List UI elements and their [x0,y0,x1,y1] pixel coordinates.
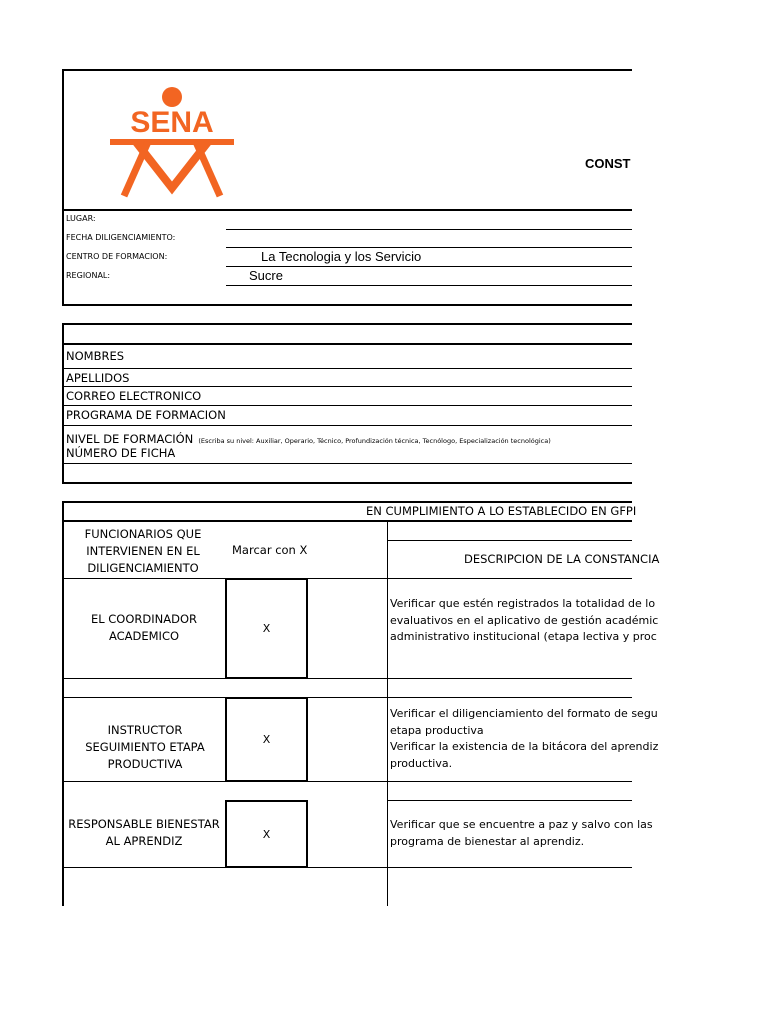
desc-instructor-line-4: productiva. [390,756,453,770]
role-coordinador: EL COORDINADOR ACADEMICO [90,612,198,643]
header-top-border [62,69,632,71]
aprendiz-bottom-border [62,482,632,484]
sena-logo [106,84,238,202]
nivel-label: NIVEL DE FORMACIÓN [66,432,194,446]
desc-header-top-line [388,540,632,541]
mark-coordinador: X [262,622,271,635]
apellidos-label: APELLIDOS [66,371,130,385]
correo-line [62,405,632,406]
fecha-field-line [226,247,632,248]
correo-label: CORREO ELECTRONICO [66,389,202,403]
nombres-line [62,368,632,369]
col-funcionarios-header: FUNCIONARIOS QUE INTERVIENEN EN EL DILIGENCIAMIENTO [84,527,202,575]
desc-instructor-line-3: Verificar la existencia de la bitácora del aprendiz [390,740,659,753]
svg-text:SENA: SENA [130,106,214,139]
table-top-border [62,501,632,503]
col-marcar-header: Marcar con X [232,543,308,557]
ficha-label: NÚMERO DE FICHA [66,446,176,460]
regional-field-line [226,285,632,286]
aprendiz-header-divider [62,343,632,345]
desc-coordinador-line-2: evaluativos en el aplicativo de gestión académic [390,613,659,627]
row1-bottom-line [62,678,632,679]
mark-box-coordinador[interactable] [225,578,308,679]
regional-label: REGIONAL: [66,271,111,280]
regional-value: Sucre [249,268,283,283]
mark-box-bienestar[interactable] [225,800,308,868]
centro-label: CENTRO DE FORMACION: [66,252,168,261]
mark-box-instructor[interactable] [225,697,308,782]
desc-instructor-line-1: Verificar el diligenciamiento del formato de segu [390,707,658,720]
desc-instructor [390,706,658,772]
header-left-border [62,69,64,306]
desc-coordinador-line-1: Verificar que estén registrados la totalidad de lo [390,597,656,610]
nombres-label: NOMBRES [66,349,125,363]
fecha-label: FECHA DILIGENCIAMIENTO: [66,233,176,242]
lugar-field-line [226,229,632,230]
desc-instructor-line-2: etapa productiva [390,723,484,737]
row3-bottom-line [62,867,632,868]
programa-line [62,425,632,426]
mark-bienestar: X [262,827,271,841]
role-instructor: INSTRUCTOR SEGUIMIENTO ETAPA PRODUCTIVA [85,723,205,771]
header-logo-divider [62,209,632,211]
role-bienestar: RESPONSABLE BIENESTAR AL APRENDIZ [68,817,220,848]
nivel-hint: (Escriba su nivel: Auxiliar, Operario, Técnico, Profundización técnica, Tecnólogo, Especialización tecnológica) [198,437,551,445]
desc-bienestar-line-1: Verificar que se encuentre a paz y salvo con las [390,818,653,831]
desc-coordinador [390,596,658,646]
nivel-row [66,428,551,447]
aprendiz-top-border [62,323,632,325]
centro-field-line [226,266,632,267]
mark-instructor: X [262,733,271,746]
table-header-bottom-line [62,578,632,579]
col-descripcion-header: DESCRIPCION DE LA CONSTANCIA [464,552,660,566]
table-banner: EN CUMPLIMIENTO A LO ESTABLECIDO EN GFPI [366,504,637,518]
centro-value: La Tecnologia y los Servicio [261,249,422,264]
sena-logo-mark [106,84,238,202]
ficha-line [62,463,632,464]
table-left-border [62,501,64,906]
document-title: CONST [585,156,631,171]
header-bottom-border [62,304,632,306]
apellidos-line [62,386,632,387]
aprendiz-left-border [62,323,64,484]
programa-label: PROGRAMA DE FORMACION [66,408,226,422]
row1-spacer-line [62,697,632,698]
row2-spacer-line [388,800,632,801]
table-banner-divider [62,520,632,522]
lugar-label: LUGAR: [66,214,96,223]
desc-bienestar-line-2: programa de bienestar al aprendiz. [390,834,585,848]
desc-bienestar [390,817,653,850]
row2-bottom-line [62,781,632,782]
desc-coordinador-line-3: administrativo institucional (etapa lectiva y proc [390,630,657,643]
